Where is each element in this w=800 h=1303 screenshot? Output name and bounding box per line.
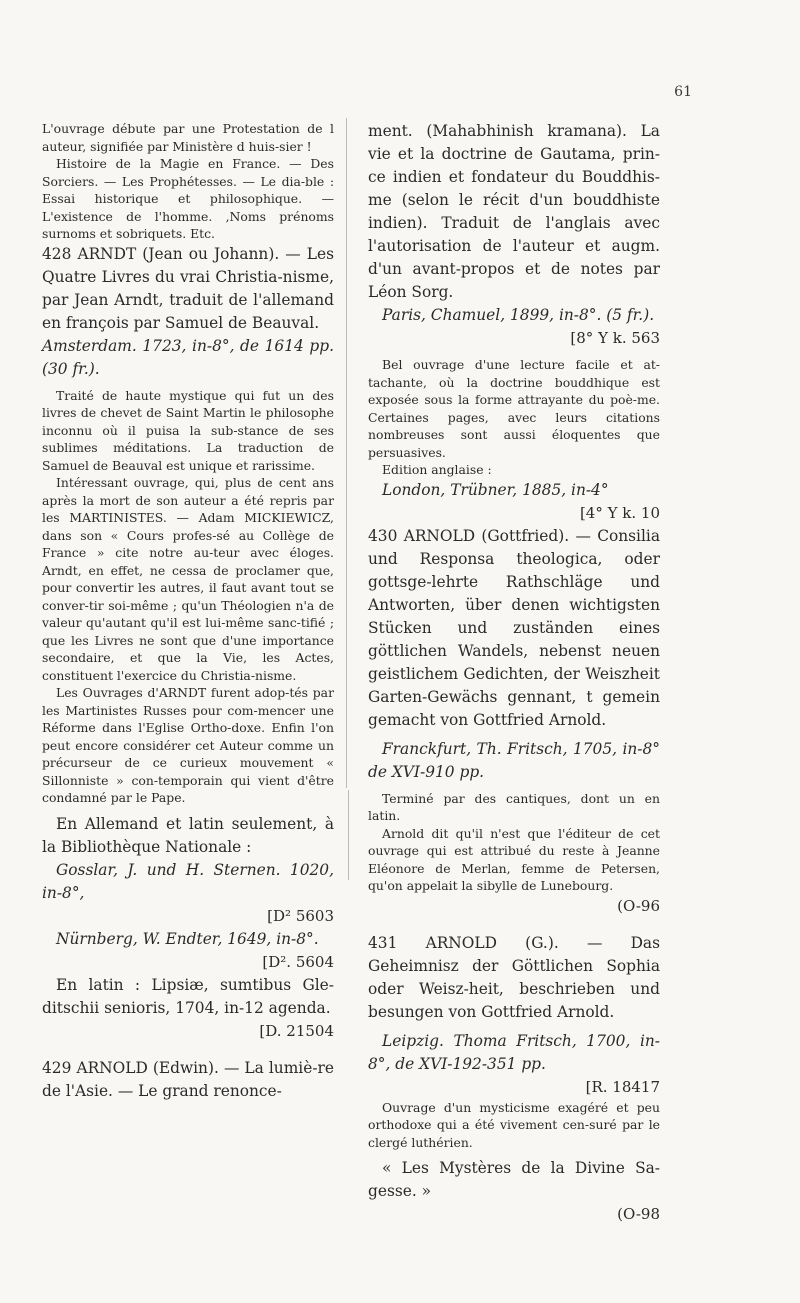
entry-430-note-a: Terminé par des cantiques, dont un en latin. bbox=[368, 790, 660, 823]
ref-latin: [D. 21504 bbox=[259, 1021, 334, 1040]
entry-428-heading: 428 ARNDT (Jean ou Johann). — Les Quatre Livres du vrai Christia-nisme, par Jean Arndt, traduit de l'allemand en françois par Samuel de Beauval. bbox=[42, 244, 334, 332]
intro-text: L'ouvrage débute par une Protestation de l auteur, signifiée par Ministère d huis-sier ! bbox=[42, 121, 334, 154]
column-divider bbox=[346, 118, 347, 788]
entry-429-start: 429 ARNOLD (Edwin). — La lumiè-re de l'Asie. — Le grand renonce- bbox=[42, 1058, 334, 1100]
entry-428-note-1: Traité de haute mystique qui fut un des livres de chevet de Saint Martin le philosophe inconnu où il puisa la sub-stance de ses sublimes méditations. La traduction de Samuel de Beauval est unique et rarissime. bbox=[42, 387, 334, 473]
page-number: 61 bbox=[674, 84, 692, 100]
entry-429-continued: ment. (Mahabhinish kramana). La vie et la doctrine de Gautama, prin-ce indien et fondateur du Bouddhis-me (selon le récit d'un bouddhiste indien). Traduit de l'anglais avec l'autorisation de l'auteur et augm. d'un avant-propos et de notes par Léon Sorg. bbox=[368, 122, 660, 301]
ref-430: (O-96 bbox=[617, 896, 660, 915]
ref-431: [R. 18417 bbox=[585, 1077, 660, 1096]
entry-428 bbox=[42, 243, 334, 1043]
english-edition-label: Edition anglaise : bbox=[382, 462, 492, 477]
quote-mysteres: « Les Mystères de la Divine Sa-gesse. » bbox=[368, 1159, 660, 1200]
entry-431-heading: 431 ARNOLD (G.). — Das Geheimnisz der Göttlichen Sophia oder Weisz-heit, beschrieben und besungen von Gottfried Arnold. bbox=[368, 933, 660, 1021]
imprint-goslar: Gosslar, J. und H. Sternen. 1020, in-8°, bbox=[42, 860, 334, 902]
entry-428-german-latin: En Allemand et latin seulement, à la Bibliothèque Nationale : bbox=[42, 814, 334, 856]
imprint-paris: Paris, Chamuel, 1899, in-8°. (5 fr.). bbox=[382, 306, 655, 324]
entry-429-note: Bel ouvrage d'une lecture facile et at-tachante, où la doctrine bouddhique est exposée sous la forme attrayante du poè-me. Certaines pages, avec leurs citations nombreuses sont aussi éloquentes que persuasives. bbox=[368, 357, 660, 460]
contents-text: Histoire de la Magie en France. — Des Sorciers. — Les Prophétesses. — Le dia-ble : Essai historique et philosophique. — L'existence de l'homme. ,Noms prénoms surnoms et sobriquets. Etc. bbox=[42, 156, 334, 241]
left-column bbox=[42, 120, 334, 1103]
ref-london: [4° Y k. 10 bbox=[579, 503, 660, 522]
imprint-nurnberg: Nürnberg, W. Endter, 1649, in-8°. bbox=[56, 929, 319, 948]
entry-431 bbox=[368, 932, 660, 1227]
entry-430-note-b: Arnold dit qu'il n'est que l'éditeur de cet ouvrage qui est attribué du reste à Jeanne Eléonore de Merlan, femme de Petersen, qu'on appelait la sibylle de Lunebourg. bbox=[368, 825, 660, 893]
ref-paris: [8° Y k. 563 bbox=[570, 329, 660, 347]
entry-431-note: Ouvrage d'un mysticisme exagéré et peu orthodoxe qui a été vivement cen-suré par le clergé luthérien. bbox=[368, 1099, 660, 1150]
latin-edition: En latin : Lipsiæ, sumtibus Gle-ditschii senioris, 1704, in-12 agenda. bbox=[42, 975, 334, 1017]
entry-430 bbox=[368, 525, 660, 918]
ref-nurnberg: [D². 5604 bbox=[262, 952, 334, 971]
entry-428-imprint: Amsterdam. 1723, in-8°, de 1614 pp. (30 fr.). bbox=[42, 336, 334, 378]
column-divider-lower bbox=[348, 790, 349, 880]
entry-431-imprint: Leipzig. Thoma Fritsch, 1700, in-8°, de XVI-192-351 pp. bbox=[368, 1031, 660, 1073]
ref-goslar: [D² 5603 bbox=[267, 906, 334, 925]
entry-430-heading: 430 ARNOLD (Gottfried). — Consilia und Responsa theologica, oder gottsge-lehrte Rathschläge und Antworten, über denen wichtigsten Stücken und zuständen eines göttlichen Wandels, nebenst neuen geistlichem Gedichten, der Weiszheit Garten-Gewächs gennant, t gemein gemacht von Gottfried Arnold. bbox=[368, 526, 660, 729]
right-column bbox=[368, 120, 660, 1240]
entry-428-note-2: Intéressant ouvrage, qui, plus de cent ans après la mort de son auteur a été repris par les MARTINISTES. — Adam MICKIEWICZ, dans son « Cours profes-sé au Collège de France » cite notre au-teur avec éloges. Arndt, en effet, ne cessa de proclamer que, pour convertir les autres, il faut avant tout se conver-tir soi-même ; qu'un Théologien n'a de valeur qu'autant qu'il est lui-même sanc-tifié ; que les Livres ne sont que d'une importance secondaire, et que la Vie, les Actes, constituent l'exercice du Christia-nisme. bbox=[42, 475, 334, 683]
entry-428-note-3: Les Ouvrages d'ARNDT furent adop-tés par les Martinistes Russes pour com-mencer une Réforme dans l'Eglise Ortho-doxe. Enfin l'on peut encore considérer cet Auteur comme un précurseur de ce curieux mouvement « Sillonniste » con-temporain qui vient d'être condamné par le Pape. bbox=[42, 685, 334, 805]
entry-430-imprint: Franckfurt, Th. Fritsch, 1705, in-8° de XVI-910 pp. bbox=[368, 739, 660, 781]
ref-quote: (O-98 bbox=[617, 1205, 660, 1223]
imprint-london: London, Trübner, 1885, in-4° bbox=[382, 480, 609, 499]
